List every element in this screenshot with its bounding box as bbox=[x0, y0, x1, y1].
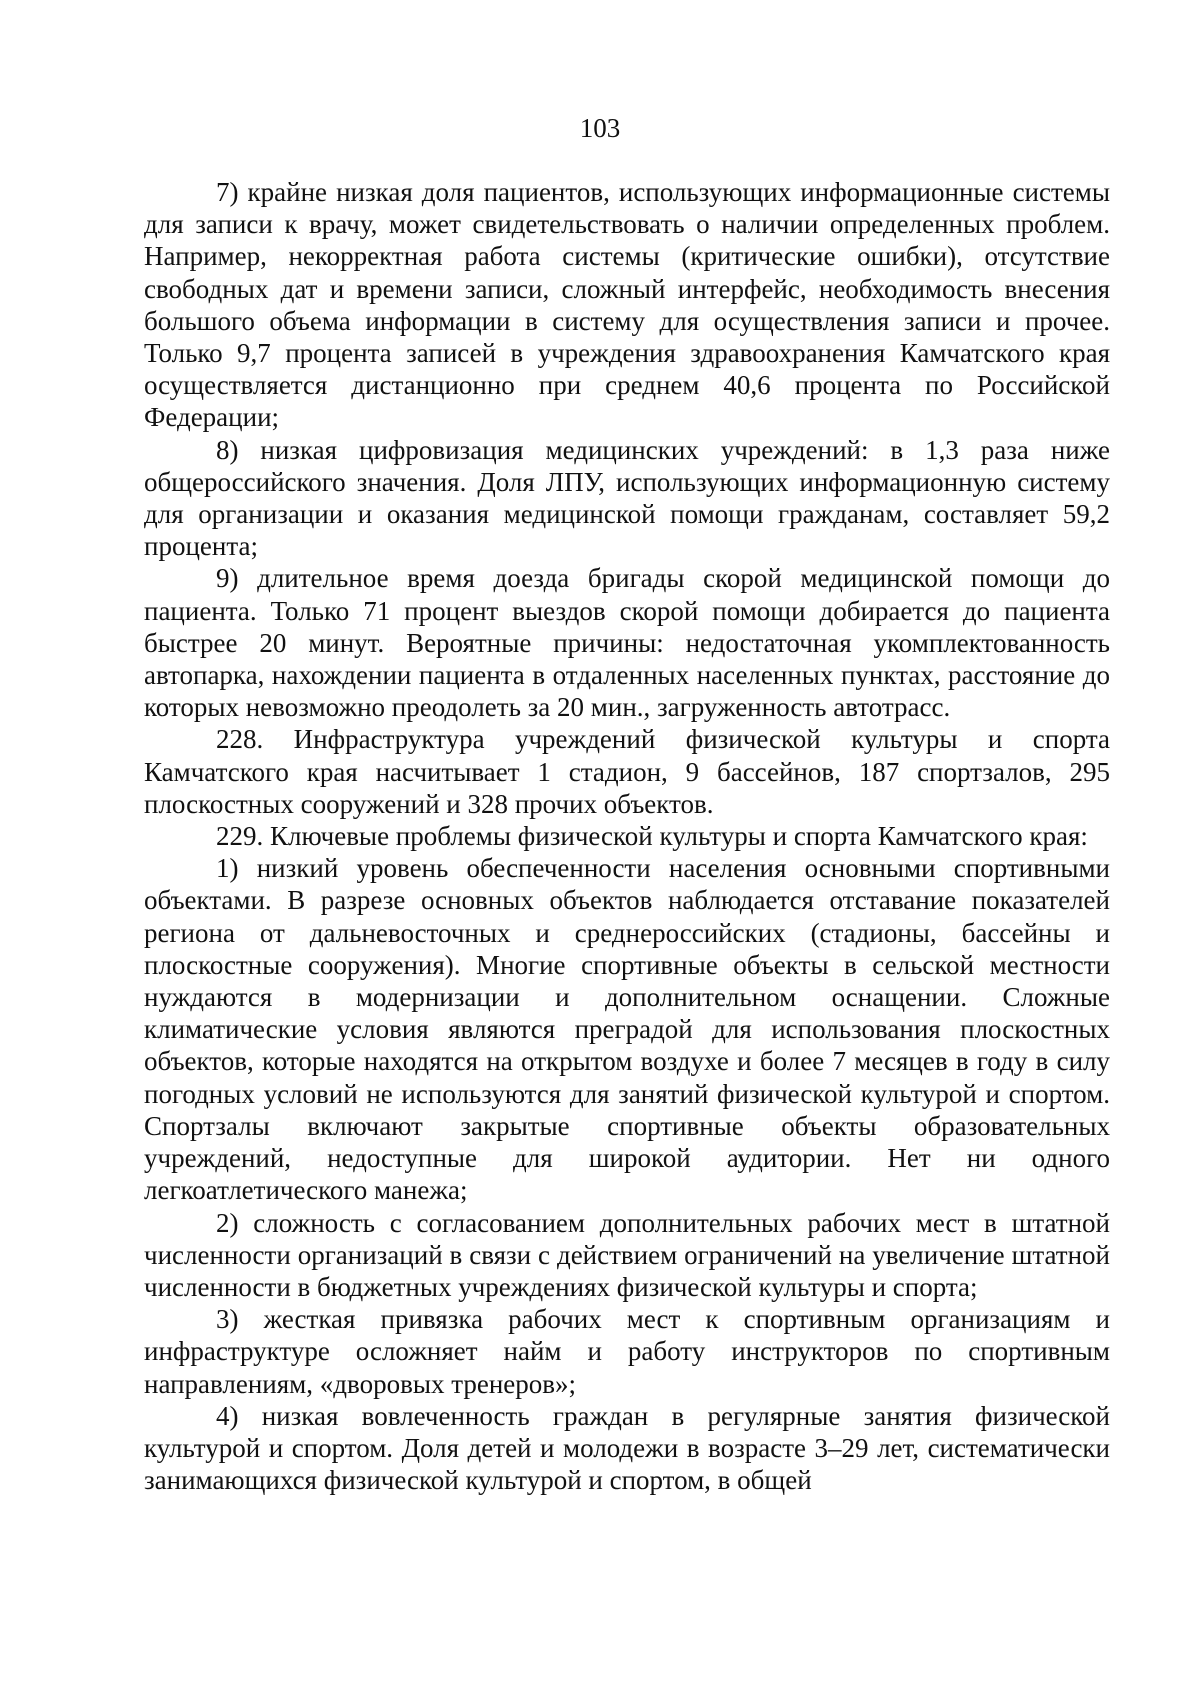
paragraph-item-9-ambulance-time: 9) длительное время доезда бригады скорой медицинской помощи до пациента. Только 71 процент выездов скорой помощи добирается до пациента быстрее 20 минут. Вероятные причины: недостаточная укомплектованность автопарка, нахождении пациента в отдаленных населенных пунктах, расстояние до которых невозможно преодолеть за 20 мин., загруженность автотрасс. bbox=[144, 563, 1110, 723]
body-text bbox=[144, 176, 1110, 1496]
paragraph-item-8-digitalization: 8) низкая цифровизация медицинских учреждений: в 1,3 раза ниже общероссийского значения. Доля ЛПУ, использующих информационную систему для организации и оказания медицинской помощи гражданам, составляет 59,2 процента; bbox=[144, 434, 1110, 562]
paragraph-item-3-instructors: 3) жесткая привязка рабочих мест к спортивным организациям и инфраструктуре осложняет найм и работу инструкторов по спортивным направлениям, «дворовых тренеров»; bbox=[144, 1304, 1110, 1399]
paragraph-item-1-sports-facilities: 1) низкий уровень обеспеченности населения основными спортивными объектами. В разрезе основных объектов наблюдается отставание показателей региона от дальневосточных и среднероссийских (стадионы, бассейны и плоскостные сооружения). Многие спортивные объекты в сельской местности нуждаются в модернизации и дополнительном оснащении. Сложные климатические условия являются преградой для использования плоскостных объектов, которые находятся на открытом воздухе и более 7 месяцев в году в силу погодных условий не используются для занятий физической культурой и спортом. Спортзалы включают закрытые спортивные объекты образовательных учреждений, недоступные для широкой аудитории. Нет ни одного легкоатлетического манежа; bbox=[144, 853, 1110, 1206]
paragraph-228-sports-infrastructure: 228. Инфраструктура учреждений физической культуры и спорта Камчатского края насчитывает 1 стадион, 9 бассейнов, 187 спортзалов, 295 плоскостных сооружений и 328 прочих объектов. bbox=[144, 724, 1110, 819]
page-number: 103 bbox=[579, 113, 621, 143]
paragraph-item-2-staffing: 2) сложность с согласованием дополнительных рабочих мест в штатной численности организаций в связи с действием ограничений на увеличение штатной численности в бюджетных учреждениях физической культуры и спорта; bbox=[144, 1207, 1110, 1302]
paragraph-item-4-engagement: 4) низкая вовлеченность граждан в регулярные занятия физической культурой и спортом. Доля детей и молодежи в возрасте 3–29 лет, систематически занимающихся физической культурой и спортом, в общей bbox=[144, 1400, 1110, 1496]
paragraph-229-sports-problems: 229. Ключевые проблемы физической культуры и спорта Камчатского края: bbox=[216, 821, 1088, 852]
paragraph-item-7-online-booking: 7) крайне низкая доля пациентов, использующих информационные системы для записи к врачу, может свидетельствовать о наличии определенных проблем. Например, некорректная работа системы (критические ошибки), отсутствие свободных дат и времени записи, сложный интерфейс, необходимость внесения большого объема информации в систему для осуществления записи и прочее. Только 9,7 процента записей в учреждения здравоохранения Камчатского края осуществляется дистанционно при среднем 40,6 процента по Российской Федерации; bbox=[144, 177, 1110, 433]
